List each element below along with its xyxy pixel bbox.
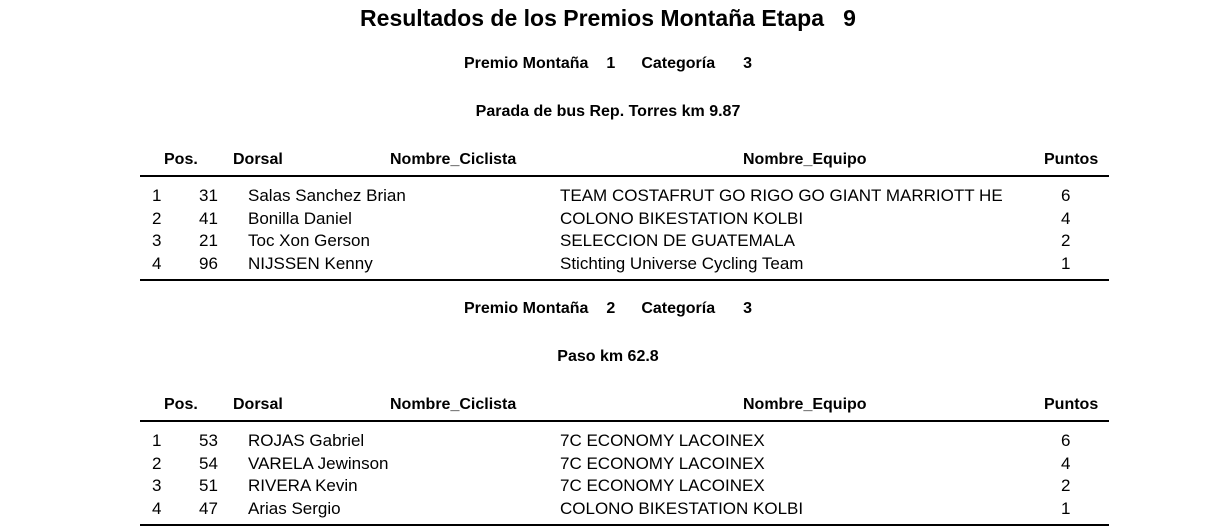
- table-row: [0, 186, 1216, 208]
- premio-section-2: [0, 245, 1216, 518]
- table-row: [0, 499, 1216, 521]
- cell-name: NIJSSEN Kenny: [248, 254, 373, 273]
- cell-team: 7C ECONOMY LACOINEX: [560, 476, 765, 495]
- cell-points: 2: [1061, 231, 1071, 250]
- cell-pos: 3: [152, 231, 162, 250]
- premio-location: Parada de bus Rep. Torres km 9.87: [475, 103, 741, 120]
- cell-dorsal: 53: [199, 431, 218, 450]
- table-row: [0, 431, 1216, 453]
- cell-points: 2: [1061, 476, 1071, 495]
- categoria-label: Categoría: [641, 300, 716, 317]
- cell-pos: 2: [152, 209, 162, 228]
- cell-team: TEAM COSTAFRUT GO RIGO GO GIANT MARRIOTT HE: [560, 186, 1003, 205]
- cell-team: 7C ECONOMY LACOINEX: [560, 431, 765, 450]
- cell-pos: 2: [152, 454, 162, 473]
- table-row: [0, 476, 1216, 498]
- cell-points: 6: [1061, 431, 1071, 450]
- cell-pos: 1: [152, 431, 162, 450]
- premio-number: 1: [606, 55, 616, 72]
- cell-pos: 3: [152, 476, 162, 495]
- cell-dorsal: 31: [199, 186, 218, 205]
- table-bottom-divider: [140, 524, 1109, 526]
- cell-points: 4: [1061, 454, 1071, 473]
- premio-number: 2: [606, 300, 616, 317]
- col-header-dorsal: Dorsal: [233, 396, 283, 413]
- cell-pos: 4: [152, 254, 162, 273]
- cell-name: Salas Sanchez Brian: [248, 186, 406, 205]
- premio-heading: [0, 55, 1216, 73]
- cell-points: 6: [1061, 186, 1071, 205]
- categoria-number: 3: [743, 300, 753, 317]
- cell-team: Stichting Universe Cycling Team: [560, 254, 804, 273]
- premio-label: Premio Montaña: [463, 55, 589, 72]
- categoria-number: 3: [743, 55, 753, 72]
- cell-dorsal: 51: [199, 476, 218, 495]
- col-header-puntos: Puntos: [1044, 396, 1099, 413]
- cell-dorsal: 47: [199, 499, 218, 518]
- cell-pos: 1: [152, 186, 162, 205]
- cell-points: 1: [1061, 499, 1071, 518]
- header-divider: [140, 175, 1109, 177]
- col-header-puntos: Puntos: [1044, 151, 1099, 168]
- cell-pos: 4: [152, 499, 162, 518]
- cell-name: RIVERA Kevin: [248, 476, 358, 495]
- cell-team: 7C ECONOMY LACOINEX: [560, 454, 765, 473]
- categoria-label: Categoría: [641, 55, 716, 72]
- cell-team: SELECCION DE GUATEMALA: [560, 231, 795, 250]
- cell-dorsal: 21: [199, 231, 218, 250]
- table-row: [0, 454, 1216, 476]
- col-header-pos: Pos.: [164, 151, 198, 168]
- col-header-equipo: Nombre_Equipo: [743, 396, 867, 413]
- cell-points: 4: [1061, 209, 1071, 228]
- cell-dorsal: 41: [199, 209, 218, 228]
- cell-name: ROJAS Gabriel: [248, 431, 365, 450]
- cell-dorsal: 54: [199, 454, 218, 473]
- cell-name: Bonilla Daniel: [248, 209, 352, 228]
- col-header-equipo: Nombre_Equipo: [743, 151, 867, 168]
- table-row: [0, 209, 1216, 231]
- col-header-nombre: Nombre_Ciclista: [390, 396, 517, 413]
- cell-name: Toc Xon Gerson: [248, 231, 370, 250]
- cell-dorsal: 96: [199, 254, 218, 273]
- col-header-dorsal: Dorsal: [233, 151, 283, 168]
- col-header-pos: Pos.: [164, 396, 198, 413]
- header-divider: [140, 420, 1109, 422]
- cell-team: COLONO BIKESTATION KOLBI: [560, 499, 804, 518]
- col-header-nombre: Nombre_Ciclista: [390, 151, 517, 168]
- cell-name: Arias Sergio: [248, 499, 341, 518]
- premio-location: Paso km 62.8: [557, 348, 659, 365]
- cell-points: 1: [1061, 254, 1071, 273]
- premio-heading: [0, 300, 1216, 318]
- cell-name: VARELA Jewinson: [248, 454, 389, 473]
- cell-team: COLONO BIKESTATION KOLBI: [560, 209, 804, 228]
- premio-label: Premio Montaña: [463, 300, 589, 317]
- page-title: Resultados de los Premios Montaña Etapa 9: [360, 5, 856, 31]
